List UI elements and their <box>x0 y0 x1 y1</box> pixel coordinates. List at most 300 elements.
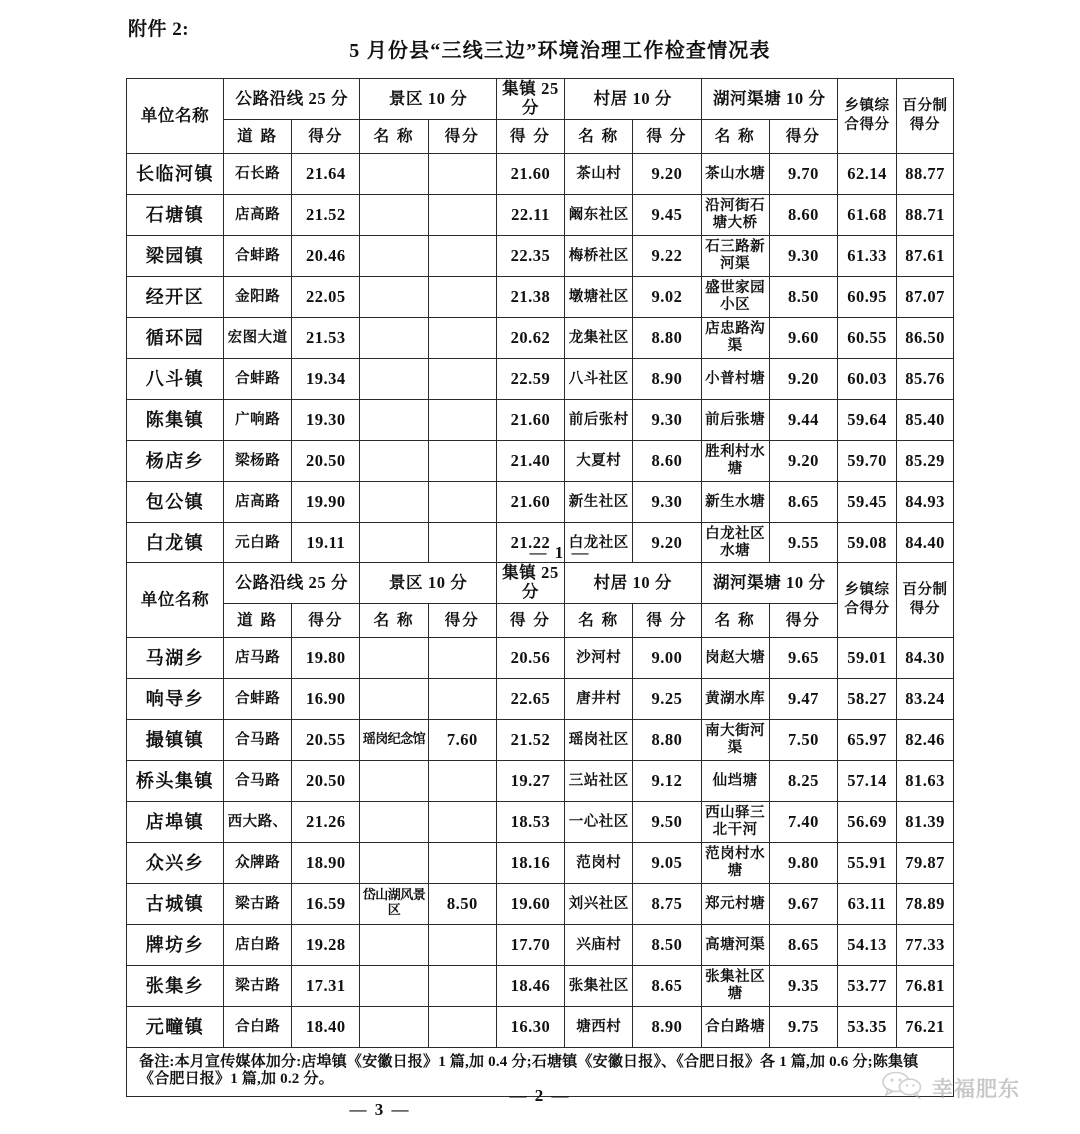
header-township-total-line1: 乡镇综 <box>844 582 890 599</box>
cell-village-name: 瑶岗社区 <box>565 720 633 761</box>
cell-total-score: 59.45 <box>838 482 897 523</box>
cell-unit-name: 店埠镇 <box>127 802 224 843</box>
cell-village-score: 9.30 <box>633 400 701 441</box>
cell-percentage-score: 88.71 <box>897 195 954 236</box>
cell-town-score: 19.27 <box>496 761 564 802</box>
cell-total-score: 59.70 <box>838 441 897 482</box>
cell-total-score: 63.11 <box>838 884 897 925</box>
table-row <box>127 720 954 761</box>
header-township-total-line2: 合得分 <box>844 117 890 133</box>
inspection-table-1 <box>126 78 954 564</box>
page-marker-1: — 1 — <box>529 543 591 562</box>
cell-total-score: 54.13 <box>838 925 897 966</box>
inspection-table-2 <box>126 562 954 1097</box>
cell-town-score: 22.65 <box>496 679 564 720</box>
cell-road-name: 合白路 <box>224 1007 292 1048</box>
cell-water-score: 9.55 <box>769 523 837 564</box>
cell-unit-name: 古城镇 <box>127 884 224 925</box>
cell-water-name: 岗赵大塘 <box>701 638 769 679</box>
cell-water-score: 8.65 <box>769 482 837 523</box>
cell-road-score: 20.50 <box>292 761 360 802</box>
cell-scenic-name <box>360 195 428 236</box>
header-water-name: 名 称 <box>701 604 769 638</box>
cell-unit-name: 白龙镇 <box>127 523 224 564</box>
header-percentage-line2: 得分 <box>909 117 941 133</box>
cell-village-score: 8.75 <box>633 884 701 925</box>
cell-water-score: 8.65 <box>769 925 837 966</box>
cell-unit-name: 陈集镇 <box>127 400 224 441</box>
header-row-sub <box>127 604 954 638</box>
table-row <box>127 802 954 843</box>
cell-percentage-score: 78.89 <box>897 884 954 925</box>
cell-water-score: 9.70 <box>769 154 837 195</box>
cell-road-name: 店高路 <box>224 482 292 523</box>
table-row <box>127 277 954 318</box>
cell-village-name: 沙河村 <box>565 638 633 679</box>
cell-total-score: 56.69 <box>838 802 897 843</box>
table-row <box>127 843 954 884</box>
cell-water-score: 9.44 <box>769 400 837 441</box>
table-row <box>127 1007 954 1048</box>
header-scenic-name: 名 称 <box>360 120 428 154</box>
cell-village-name: 三站社区 <box>565 761 633 802</box>
cell-water-name: 小普村塘 <box>701 359 769 400</box>
cell-scenic-score <box>428 966 496 1007</box>
cell-village-score: 9.22 <box>633 236 701 277</box>
cell-percentage-score: 85.76 <box>897 359 954 400</box>
header-highway-score: 得分 <box>292 604 360 638</box>
cell-unit-name: 响导乡 <box>127 679 224 720</box>
cell-scenic-score <box>428 802 496 843</box>
cell-village-score: 8.90 <box>633 1007 701 1048</box>
header-town-score: 得 分 <box>496 604 564 638</box>
watermark-label: 幸福肥东 <box>932 1076 1020 1101</box>
cell-road-score: 16.59 <box>292 884 360 925</box>
cell-percentage-score: 84.93 <box>897 482 954 523</box>
cell-water-name: 西山驿三北干河 <box>701 802 769 843</box>
cell-percentage-score: 76.21 <box>897 1007 954 1048</box>
cell-scenic-name <box>360 679 428 720</box>
header-village-name: 名 称 <box>565 604 633 638</box>
cell-road-name-line1: 西大路、 <box>227 813 288 830</box>
cell-road-score: 19.30 <box>292 400 360 441</box>
cell-total-score: 58.27 <box>838 679 897 720</box>
cell-scenic-score <box>428 400 496 441</box>
header-village-score: 得 分 <box>633 120 701 154</box>
cell-village-score: 9.30 <box>633 482 701 523</box>
cell-town-score: 18.16 <box>496 843 564 884</box>
header-group-water: 湖河渠塘 10 分 <box>701 79 837 120</box>
cell-scenic-score <box>428 843 496 884</box>
cell-scenic-name <box>360 277 428 318</box>
cell-road-name: 梁杨路 <box>224 441 292 482</box>
cell-scenic-name <box>360 966 428 1007</box>
cell-total-score: 57.14 <box>838 761 897 802</box>
cell-unit-name: 包公镇 <box>127 482 224 523</box>
cell-scenic-name <box>360 400 428 441</box>
table-1-body <box>127 154 954 564</box>
cell-road-score: 18.40 <box>292 1007 360 1048</box>
cell-town-score: 21.38 <box>496 277 564 318</box>
cell-road-score: 19.34 <box>292 359 360 400</box>
cell-percentage-score: 87.07 <box>897 277 954 318</box>
header-water-score: 得分 <box>769 604 837 638</box>
header-village-name: 名 称 <box>565 120 633 154</box>
table-row <box>127 359 954 400</box>
cell-village-score: 9.12 <box>633 761 701 802</box>
header-group-water: 湖河渠塘 10 分 <box>701 563 837 604</box>
cell-road-score: 20.50 <box>292 441 360 482</box>
cell-village-score: 9.05 <box>633 843 701 884</box>
header-group-highway: 公路沿线 25 分 <box>224 563 360 604</box>
cell-village-score: 8.90 <box>633 359 701 400</box>
cell-water-name: 胜利村水塘 <box>701 441 769 482</box>
table-row <box>127 884 954 925</box>
cell-village-name: 新生社区 <box>565 482 633 523</box>
header-percentage-score <box>897 563 954 638</box>
cell-percentage-score: 86.50 <box>897 318 954 359</box>
cell-water-name: 前后张塘 <box>701 400 769 441</box>
cell-road-name: 元白路 <box>224 523 292 564</box>
cell-road-name: 广响路 <box>224 400 292 441</box>
cell-unit-name: 梁园镇 <box>127 236 224 277</box>
cell-road-name: 合马路 <box>224 761 292 802</box>
cell-village-score: 9.20 <box>633 523 701 564</box>
cell-road-name: 店白路 <box>224 925 292 966</box>
cell-scenic-score <box>428 761 496 802</box>
cell-water-score: 8.60 <box>769 195 837 236</box>
cell-road-name: 梁古路 <box>224 966 292 1007</box>
cell-village-name: 兴庙村 <box>565 925 633 966</box>
cell-unit-name: 牌坊乡 <box>127 925 224 966</box>
cell-percentage-score: 81.39 <box>897 802 954 843</box>
cell-total-score: 61.33 <box>838 236 897 277</box>
cell-water-name: 白龙社区水塘 <box>701 523 769 564</box>
cell-unit-name: 桥头集镇 <box>127 761 224 802</box>
header-scenic-name: 名 称 <box>360 604 428 638</box>
cell-scenic-name <box>360 761 428 802</box>
cell-scenic-name <box>360 843 428 884</box>
cell-scenic-score <box>428 236 496 277</box>
cell-town-score: 21.40 <box>496 441 564 482</box>
page-marker-3: — 3 — <box>349 1100 411 1119</box>
table-2-wrapper <box>126 562 954 1097</box>
cell-unit-name: 石塘镇 <box>127 195 224 236</box>
cell-village-name: 阚东社区 <box>565 195 633 236</box>
cell-scenic-name <box>360 236 428 277</box>
cell-total-score: 59.01 <box>838 638 897 679</box>
cell-percentage-score: 85.29 <box>897 441 954 482</box>
cell-percentage-score: 81.63 <box>897 761 954 802</box>
cell-road-name: 合蚌路 <box>224 236 292 277</box>
cell-road-score: 19.11 <box>292 523 360 564</box>
cell-road-score: 18.90 <box>292 843 360 884</box>
cell-total-score: 62.14 <box>838 154 897 195</box>
header-group-village: 村居 10 分 <box>565 79 701 120</box>
cell-road-name: 合蚌路 <box>224 679 292 720</box>
table-1-wrapper <box>126 78 954 564</box>
cell-total-score: 65.97 <box>838 720 897 761</box>
header-highway-road: 道 路 <box>224 120 292 154</box>
cell-scenic-name <box>360 441 428 482</box>
attachment-label: 附件 2: <box>128 19 190 40</box>
cell-village-name: 范岗村 <box>565 843 633 884</box>
wechat-bubbles-icon <box>880 1070 926 1105</box>
cell-road-name: 梁古路 <box>224 884 292 925</box>
header-group-scenic: 景区 10 分 <box>360 79 496 120</box>
cell-unit-name: 撮镇镇 <box>127 720 224 761</box>
cell-road-name: 合蚌路 <box>224 359 292 400</box>
cell-village-score: 9.50 <box>633 802 701 843</box>
table-row <box>127 761 954 802</box>
cell-scenic-score <box>428 318 496 359</box>
cell-road-score: 17.31 <box>292 966 360 1007</box>
table-row <box>127 154 954 195</box>
header-unit-name: 单位名称 <box>127 79 224 154</box>
cell-percentage-score: 84.40 <box>897 523 954 564</box>
cell-town-score: 19.60 <box>496 884 564 925</box>
header-group-town: 集镇 25 分 <box>496 79 564 120</box>
cell-village-name: 前后张村 <box>565 400 633 441</box>
header-township-total <box>838 563 897 638</box>
cell-unit-name: 张集乡 <box>127 966 224 1007</box>
cell-town-score: 18.46 <box>496 966 564 1007</box>
cell-water-score: 9.80 <box>769 843 837 884</box>
cell-village-score: 8.65 <box>633 966 701 1007</box>
cell-water-score: 9.67 <box>769 884 837 925</box>
cell-water-score: 9.47 <box>769 679 837 720</box>
watermark <box>880 1070 1020 1105</box>
header-percentage-line1: 百分制 <box>902 98 948 115</box>
cell-water-score: 8.25 <box>769 761 837 802</box>
header-town-score: 得 分 <box>496 120 564 154</box>
cell-water-name: 仙垱塘 <box>701 761 769 802</box>
cell-percentage-score: 83.24 <box>897 679 954 720</box>
cell-unit-name: 经开区 <box>127 277 224 318</box>
cell-village-name: 刘兴社区 <box>565 884 633 925</box>
cell-total-score: 59.08 <box>838 523 897 564</box>
page-marker-2: — 2 — <box>509 1086 571 1105</box>
cell-village-score: 9.20 <box>633 154 701 195</box>
cell-road-score: 20.46 <box>292 236 360 277</box>
cell-scenic-name <box>360 359 428 400</box>
cell-scenic-name <box>360 482 428 523</box>
cell-total-score: 60.95 <box>838 277 897 318</box>
table-row <box>127 966 954 1007</box>
cell-town-score: 22.11 <box>496 195 564 236</box>
table-row <box>127 236 954 277</box>
cell-water-name: 新生水塘 <box>701 482 769 523</box>
cell-scenic-name <box>360 318 428 359</box>
cell-scenic-name <box>360 154 428 195</box>
cell-percentage-score: 82.46 <box>897 720 954 761</box>
header-unit-name: 单位名称 <box>127 563 224 638</box>
cell-scenic-name <box>360 802 428 843</box>
cell-unit-name: 八斗镇 <box>127 359 224 400</box>
cell-unit-name: 马湖乡 <box>127 638 224 679</box>
cell-village-score: 9.45 <box>633 195 701 236</box>
table-row <box>127 482 954 523</box>
cell-water-name: 沿河街石塘大桥 <box>701 195 769 236</box>
cell-percentage-score: 88.77 <box>897 154 954 195</box>
cell-town-score: 20.62 <box>496 318 564 359</box>
cell-water-name: 南大街河渠 <box>701 720 769 761</box>
cell-town-score: 20.56 <box>496 638 564 679</box>
cell-scenic-score <box>428 441 496 482</box>
cell-road-name: 合马路 <box>224 720 292 761</box>
cell-scenic-name: 岱山湖风景区 <box>360 884 428 925</box>
cell-percentage-score: 84.30 <box>897 638 954 679</box>
cell-percentage-score: 85.40 <box>897 400 954 441</box>
header-scenic-score: 得分 <box>428 604 496 638</box>
cell-village-name: 八斗社区 <box>565 359 633 400</box>
cell-road-score: 21.64 <box>292 154 360 195</box>
cell-water-name: 张集社区塘 <box>701 966 769 1007</box>
cell-unit-name: 杨店乡 <box>127 441 224 482</box>
cell-unit-name: 循环园 <box>127 318 224 359</box>
cell-village-name: 张集社区 <box>565 966 633 1007</box>
cell-unit-name: 众兴乡 <box>127 843 224 884</box>
cell-road-score: 21.53 <box>292 318 360 359</box>
header-scenic-score: 得分 <box>428 120 496 154</box>
cell-village-name: 白龙社区 <box>565 523 633 564</box>
page-title: 5 月份县“三线三边”环境治理工作检查情况表 <box>349 40 771 62</box>
table-2-body <box>127 638 954 1048</box>
table-row <box>127 925 954 966</box>
cell-scenic-score: 7.60 <box>428 720 496 761</box>
cell-water-name: 茶山水塘 <box>701 154 769 195</box>
cell-village-name: 唐井村 <box>565 679 633 720</box>
cell-village-name: 梅桥社区 <box>565 236 633 277</box>
cell-water-name: 石三路新河渠 <box>701 236 769 277</box>
cell-total-score: 53.77 <box>838 966 897 1007</box>
cell-percentage-score: 77.33 <box>897 925 954 966</box>
remark-text: 备注:本月宣传媒体加分:店埠镇《安徽日报》1 篇,加 0.4 分;石塘镇《安徽日报》、《合肥日报》各 1 篇,加 0.6 分;陈集镇《合肥日报》1 篇,加 0.2 分。 <box>127 1048 954 1097</box>
cell-water-score: 9.60 <box>769 318 837 359</box>
cell-water-score: 7.50 <box>769 720 837 761</box>
cell-village-score: 8.60 <box>633 441 701 482</box>
cell-water-name: 高塘河渠 <box>701 925 769 966</box>
header-percentage-line1: 百分制 <box>902 582 948 599</box>
cell-scenic-score <box>428 359 496 400</box>
table-row <box>127 679 954 720</box>
cell-village-score: 8.80 <box>633 720 701 761</box>
table-row <box>127 441 954 482</box>
cell-total-score: 60.03 <box>838 359 897 400</box>
header-group-town: 集镇 25 分 <box>496 563 564 604</box>
cell-village-score: 9.25 <box>633 679 701 720</box>
cell-water-score: 9.35 <box>769 966 837 1007</box>
cell-village-name: 茶山村 <box>565 154 633 195</box>
cell-road-score: 19.90 <box>292 482 360 523</box>
cell-road-score: 21.26 <box>292 802 360 843</box>
cell-town-score: 21.60 <box>496 482 564 523</box>
cell-scenic-name <box>360 638 428 679</box>
cell-town-score: 22.35 <box>496 236 564 277</box>
cell-town-score: 17.70 <box>496 925 564 966</box>
cell-total-score: 55.91 <box>838 843 897 884</box>
cell-total-score: 61.68 <box>838 195 897 236</box>
cell-road-name: 店马路 <box>224 638 292 679</box>
cell-road-name: 宏图大道 <box>224 318 292 359</box>
cell-village-name: 一心社区 <box>565 802 633 843</box>
cell-road-name: 石长路 <box>224 154 292 195</box>
cell-water-name: 合白路塘 <box>701 1007 769 1048</box>
header-group-village: 村居 10 分 <box>565 563 701 604</box>
cell-total-score: 53.35 <box>838 1007 897 1048</box>
cell-scenic-score <box>428 638 496 679</box>
cell-road-score: 20.55 <box>292 720 360 761</box>
table-row <box>127 195 954 236</box>
cell-total-score: 60.55 <box>838 318 897 359</box>
cell-scenic-score <box>428 195 496 236</box>
cell-water-score: 7.40 <box>769 802 837 843</box>
cell-village-score: 8.50 <box>633 925 701 966</box>
cell-town-score: 18.53 <box>496 802 564 843</box>
header-group-scenic: 景区 10 分 <box>360 563 496 604</box>
cell-town-score: 22.59 <box>496 359 564 400</box>
table-row <box>127 318 954 359</box>
cell-village-score: 9.02 <box>633 277 701 318</box>
cell-village-name: 墩塘社区 <box>565 277 633 318</box>
cell-water-score: 9.20 <box>769 441 837 482</box>
header-highway-road: 道 路 <box>224 604 292 638</box>
cell-percentage-score: 76.81 <box>897 966 954 1007</box>
cell-total-score: 59.64 <box>838 400 897 441</box>
cell-road-name: 众牌路 <box>224 843 292 884</box>
table-row <box>127 400 954 441</box>
header-percentage-line2: 得分 <box>909 601 941 617</box>
cell-scenic-score: 8.50 <box>428 884 496 925</box>
cell-scenic-score <box>428 277 496 318</box>
cell-village-name: 塘西村 <box>565 1007 633 1048</box>
cell-road-score: 22.05 <box>292 277 360 318</box>
cell-town-score: 21.60 <box>496 400 564 441</box>
cell-water-name: 范岗村水塘 <box>701 843 769 884</box>
cell-water-score: 9.30 <box>769 236 837 277</box>
header-village-score: 得 分 <box>633 604 701 638</box>
cell-village-score: 8.80 <box>633 318 701 359</box>
cell-water-score: 8.50 <box>769 277 837 318</box>
cell-town-score: 21.52 <box>496 720 564 761</box>
cell-road-name <box>224 802 292 843</box>
header-township-total <box>838 79 897 154</box>
cell-road-name: 金阳路 <box>224 277 292 318</box>
table-row <box>127 638 954 679</box>
cell-percentage-score: 79.87 <box>897 843 954 884</box>
table-2-header <box>127 563 954 638</box>
cell-village-score: 9.00 <box>633 638 701 679</box>
header-township-total-line2: 合得分 <box>844 601 890 617</box>
cell-road-score: 16.90 <box>292 679 360 720</box>
cell-village-name: 龙集社区 <box>565 318 633 359</box>
cell-water-name: 黄湖水库 <box>701 679 769 720</box>
header-row-sub <box>127 120 954 154</box>
cell-town-score: 16.30 <box>496 1007 564 1048</box>
cell-scenic-score <box>428 482 496 523</box>
cell-scenic-name <box>360 925 428 966</box>
header-row-top <box>127 563 954 604</box>
cell-town-score: 21.22 <box>496 523 564 564</box>
cell-water-name: 店忠路沟渠 <box>701 318 769 359</box>
cell-water-name: 盛世家园小区 <box>701 277 769 318</box>
cell-scenic-name: 瑶岗纪念馆 <box>360 720 428 761</box>
cell-scenic-score <box>428 154 496 195</box>
header-highway-score: 得分 <box>292 120 360 154</box>
cell-scenic-score <box>428 925 496 966</box>
cell-scenic-score <box>428 1007 496 1048</box>
table-1-header <box>127 79 954 154</box>
